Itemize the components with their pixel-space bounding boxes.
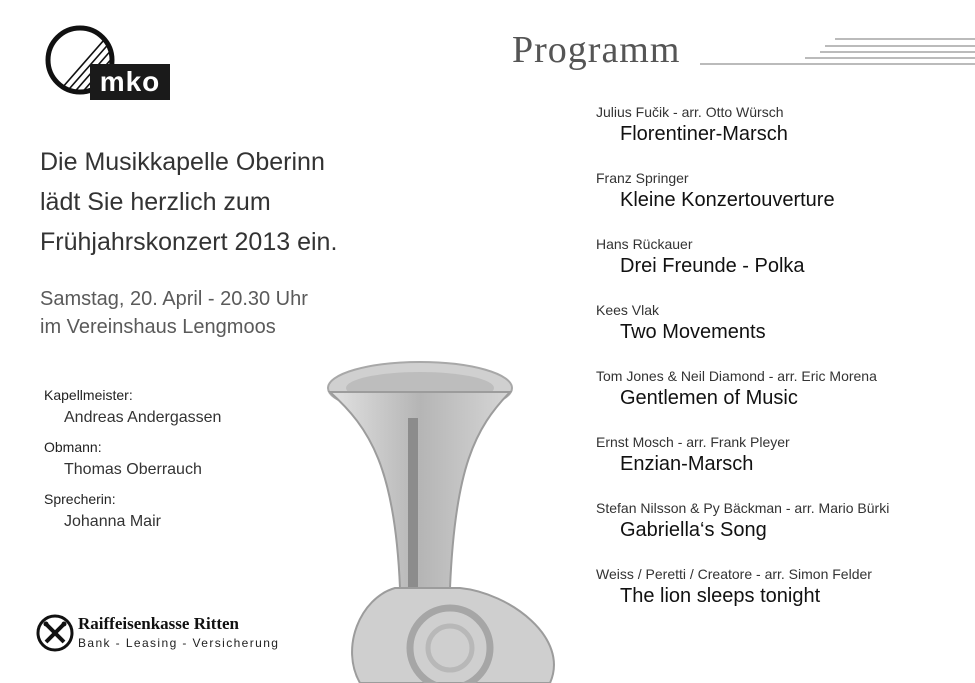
person-name: Andreas Andergassen [64, 409, 222, 426]
staff-lines-icon [700, 34, 975, 70]
invitation-line: Frühjahrskonzert 2013 ein. [40, 228, 338, 256]
composer: Weiss / Peretti / Creatore - arr. Simon Felder [596, 566, 872, 582]
person-name: Johanna Mair [64, 513, 161, 530]
person-role: Obmann: [44, 439, 102, 455]
piece-title: Two Movements [620, 321, 766, 343]
piece-title: Drei Freunde - Polka [620, 255, 805, 277]
sponsor-name: Raiffeisenkasse Ritten [78, 614, 240, 633]
tuba-icon [300, 348, 590, 683]
piece-title: Gabriella‘s Song [620, 519, 767, 541]
piece-title: The lion sleeps tonight [620, 585, 821, 607]
event-info [40, 285, 440, 341]
programme-item [596, 565, 966, 609]
composer: Tom Jones & Neil Diamond - arr. Eric Morena [596, 368, 877, 384]
logo-text: mko [90, 64, 170, 100]
person-name: Thomas Oberrauch [64, 461, 202, 478]
sponsor-tagline: Bank - Leasing - Versicherung [78, 636, 280, 650]
programme-item [596, 103, 966, 147]
person-role: Kapellmeister: [44, 387, 133, 403]
invitation-line: lädt Sie herzlich zum [40, 188, 271, 216]
composer: Julius Fučik - arr. Otto Würsch [596, 104, 784, 120]
event-date: Samstag, 20. April - 20.30 Uhr [40, 288, 308, 310]
programme-item [596, 235, 966, 279]
programme-item [596, 499, 966, 543]
composer: Ernst Mosch - arr. Frank Pleyer [596, 434, 790, 450]
invitation-line: Die Musikkapelle Oberinn [40, 148, 325, 176]
raiffeisen-logo-icon [36, 614, 74, 652]
composer: Hans Rückauer [596, 236, 693, 252]
piece-title: Florentiner-Marsch [620, 123, 788, 145]
programme-item [596, 301, 966, 345]
invitation-text [40, 142, 480, 262]
composer: Franz Springer [596, 170, 689, 186]
programme-title: Programm [512, 29, 681, 71]
composer: Kees Vlak [596, 302, 660, 318]
programme-item [596, 433, 966, 477]
composer: Stefan Nilsson & Py Bäckman - arr. Mario Bürki [596, 500, 890, 516]
person-role: Sprecherin: [44, 491, 116, 507]
programme-list [596, 103, 966, 631]
programme-item [596, 367, 966, 411]
event-venue: im Vereinshaus Lengmoos [40, 316, 276, 338]
piece-title: Kleine Konzertouverture [620, 189, 835, 211]
people-list [44, 386, 304, 542]
piece-title: Enzian-Marsch [620, 453, 754, 475]
programme-item [596, 169, 966, 213]
piece-title: Gentlemen of Music [620, 387, 798, 409]
